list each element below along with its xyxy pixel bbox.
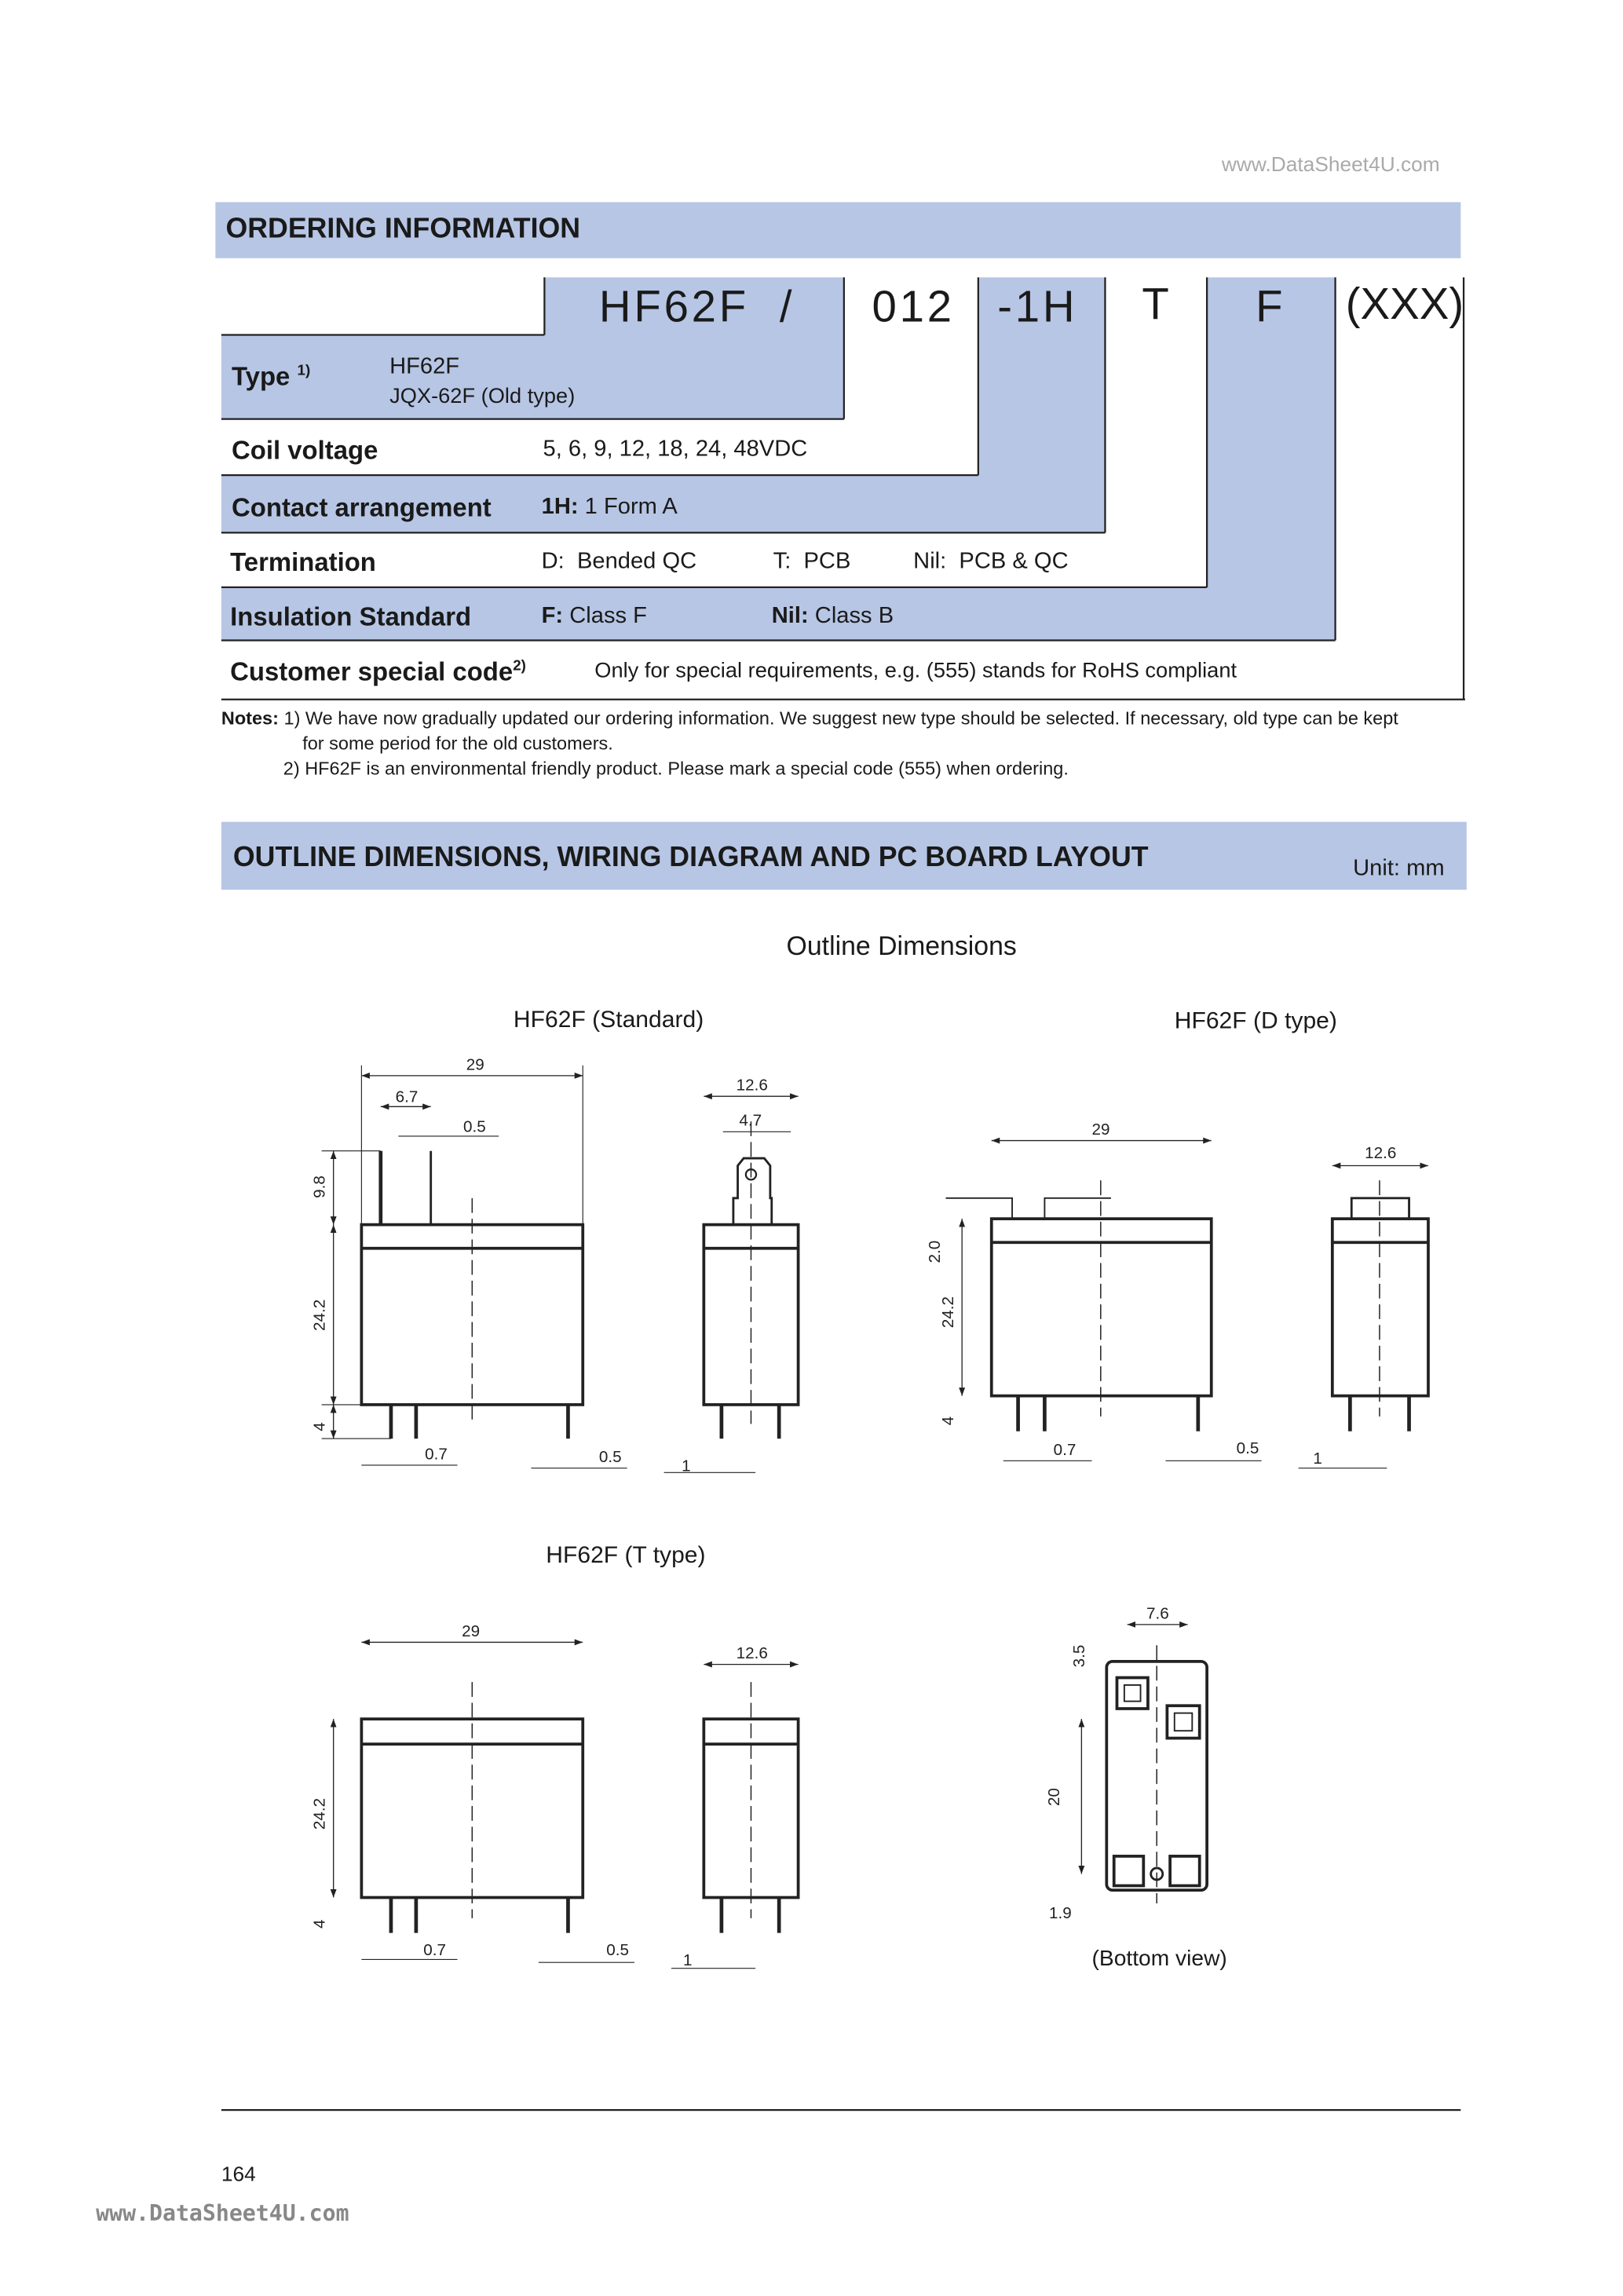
dim-label: 1: [1313, 1450, 1322, 1468]
dim-label: 0.5: [606, 1940, 630, 1959]
type-value-1: HF62F: [389, 353, 460, 379]
dim-label: 24.2: [938, 1296, 957, 1329]
note-1-cont: for some period for the old customers.: [302, 733, 613, 755]
dim-label: 2.0: [925, 1240, 944, 1263]
type-value-2: JQX-62F (Old type): [389, 385, 576, 409]
dim-label: 7.6: [1146, 1604, 1169, 1623]
coil-voltage-value: 5, 6, 9, 12, 18, 24, 48VDC: [543, 437, 808, 462]
dim-label: 0.5: [463, 1117, 486, 1136]
standard-front-view: [361, 1151, 583, 1439]
watermark-bottom: www.DataSheet4U.com: [96, 2199, 349, 2227]
d-type-front-view: [946, 1180, 1212, 1431]
bottom-view-label: (Bottom view): [1091, 1946, 1227, 1972]
dim-label: 4.7: [739, 1111, 762, 1130]
insulation-f-desc: Class F: [569, 603, 647, 629]
code-special: (XXX): [1345, 280, 1464, 330]
t-type-side-view: [704, 1682, 798, 1932]
termination-d: D: Bended QC: [541, 549, 697, 574]
dim-label: 0.7: [425, 1445, 448, 1464]
dim-label: 24.2: [310, 1797, 329, 1830]
dim-label: 29: [466, 1055, 484, 1074]
code-termination: T: [1142, 280, 1172, 330]
note-2: 2) HF62F is an environmental friendly product. Please mark a special code (555) when ordering.: [283, 758, 1069, 780]
dim-label: 29: [462, 1621, 481, 1640]
dim-label: 0.7: [1053, 1440, 1077, 1459]
t-type-front-view: [361, 1682, 583, 1932]
dim-label: 6.7: [395, 1088, 419, 1106]
dim-label: 0.5: [1236, 1439, 1259, 1457]
watermark-top: www.DataSheet4U.com: [1221, 152, 1440, 176]
dim-label: 29: [1091, 1121, 1110, 1139]
dim-label: 12.6: [736, 1644, 768, 1663]
d-type-label: HF62F (D type): [1174, 1009, 1337, 1035]
dim-label: 3.5: [1070, 1644, 1089, 1668]
dim-label: 1: [683, 1951, 693, 1969]
d-type-dimension-labels: [926, 1121, 1396, 1468]
customer-code-value: Only for special requirements, e.g. (555) stands for RoHS compliant: [594, 659, 1237, 684]
standard-side-view: [704, 1121, 798, 1439]
code-contact: -1H: [997, 283, 1078, 332]
dim-label: 20: [1045, 1788, 1064, 1807]
footnote-1: 1): [297, 363, 311, 380]
contact-desc: 1 Form A: [584, 494, 678, 520]
note-1: 1) We have now gradually updated our ordering information. We suggest new type should be selected. If necessary, old type can be kept: [283, 707, 1398, 729]
outline-title: OUTLINE DIMENSIONS, WIRING DIAGRAM AND PC BOARD LAYOUT: [232, 842, 1149, 874]
type-label: Type: [232, 361, 291, 391]
t-type-dimension-labels: [310, 1622, 767, 1969]
code-coil-voltage: 012: [872, 283, 955, 332]
coil-voltage-label: Coil voltage: [232, 435, 378, 465]
footnote-2: 2): [513, 658, 526, 675]
dim-label: 0.5: [598, 1448, 622, 1467]
contact-label: Contact arrangement: [232, 492, 492, 523]
dim-label: 0.7: [423, 1940, 447, 1959]
ordering-title: ORDERING INFORMATION: [225, 214, 581, 245]
code-series: HF62F /: [598, 283, 795, 332]
standard-dimension-labels: [310, 1055, 767, 1475]
outline-subtitle: Outline Dimensions: [786, 930, 1017, 961]
unit-label: Unit: mm: [1353, 855, 1445, 881]
dim-label: 24.2: [310, 1299, 329, 1331]
termination-t: T: PCB: [773, 549, 851, 574]
customer-code-text: Customer special code: [230, 656, 514, 686]
dim-label: 12.6: [1365, 1144, 1397, 1163]
insulation-nil-desc: Class B: [814, 603, 894, 629]
t-type-label: HF62F (T type): [546, 1543, 706, 1569]
dim-label: 4: [938, 1416, 957, 1426]
insulation-f-code: F:: [541, 603, 564, 629]
contact-code: 1H:: [541, 494, 579, 520]
insulation-nil-code: Nil:: [771, 603, 809, 629]
dim-label: 4: [310, 1422, 329, 1431]
code-insulation: F: [1256, 283, 1286, 332]
dim-label: 1.9: [1049, 1903, 1072, 1922]
dim-label: 1: [682, 1457, 691, 1475]
termination-nil: Nil: PCB & QC: [913, 549, 1069, 574]
page-number: 164: [221, 2161, 256, 2185]
standard-label: HF62F (Standard): [513, 1007, 704, 1033]
insulation-label: Insulation Standard: [230, 601, 472, 632]
dim-label: 9.8: [310, 1175, 329, 1198]
dim-label: 4: [310, 1919, 329, 1929]
dim-label: 12.6: [736, 1076, 768, 1095]
termination-label: Termination: [230, 547, 376, 577]
notes-label: Notes:: [221, 707, 279, 729]
pcb-bottom-view: [1106, 1645, 1207, 1903]
d-type-side-view: [1332, 1180, 1428, 1431]
